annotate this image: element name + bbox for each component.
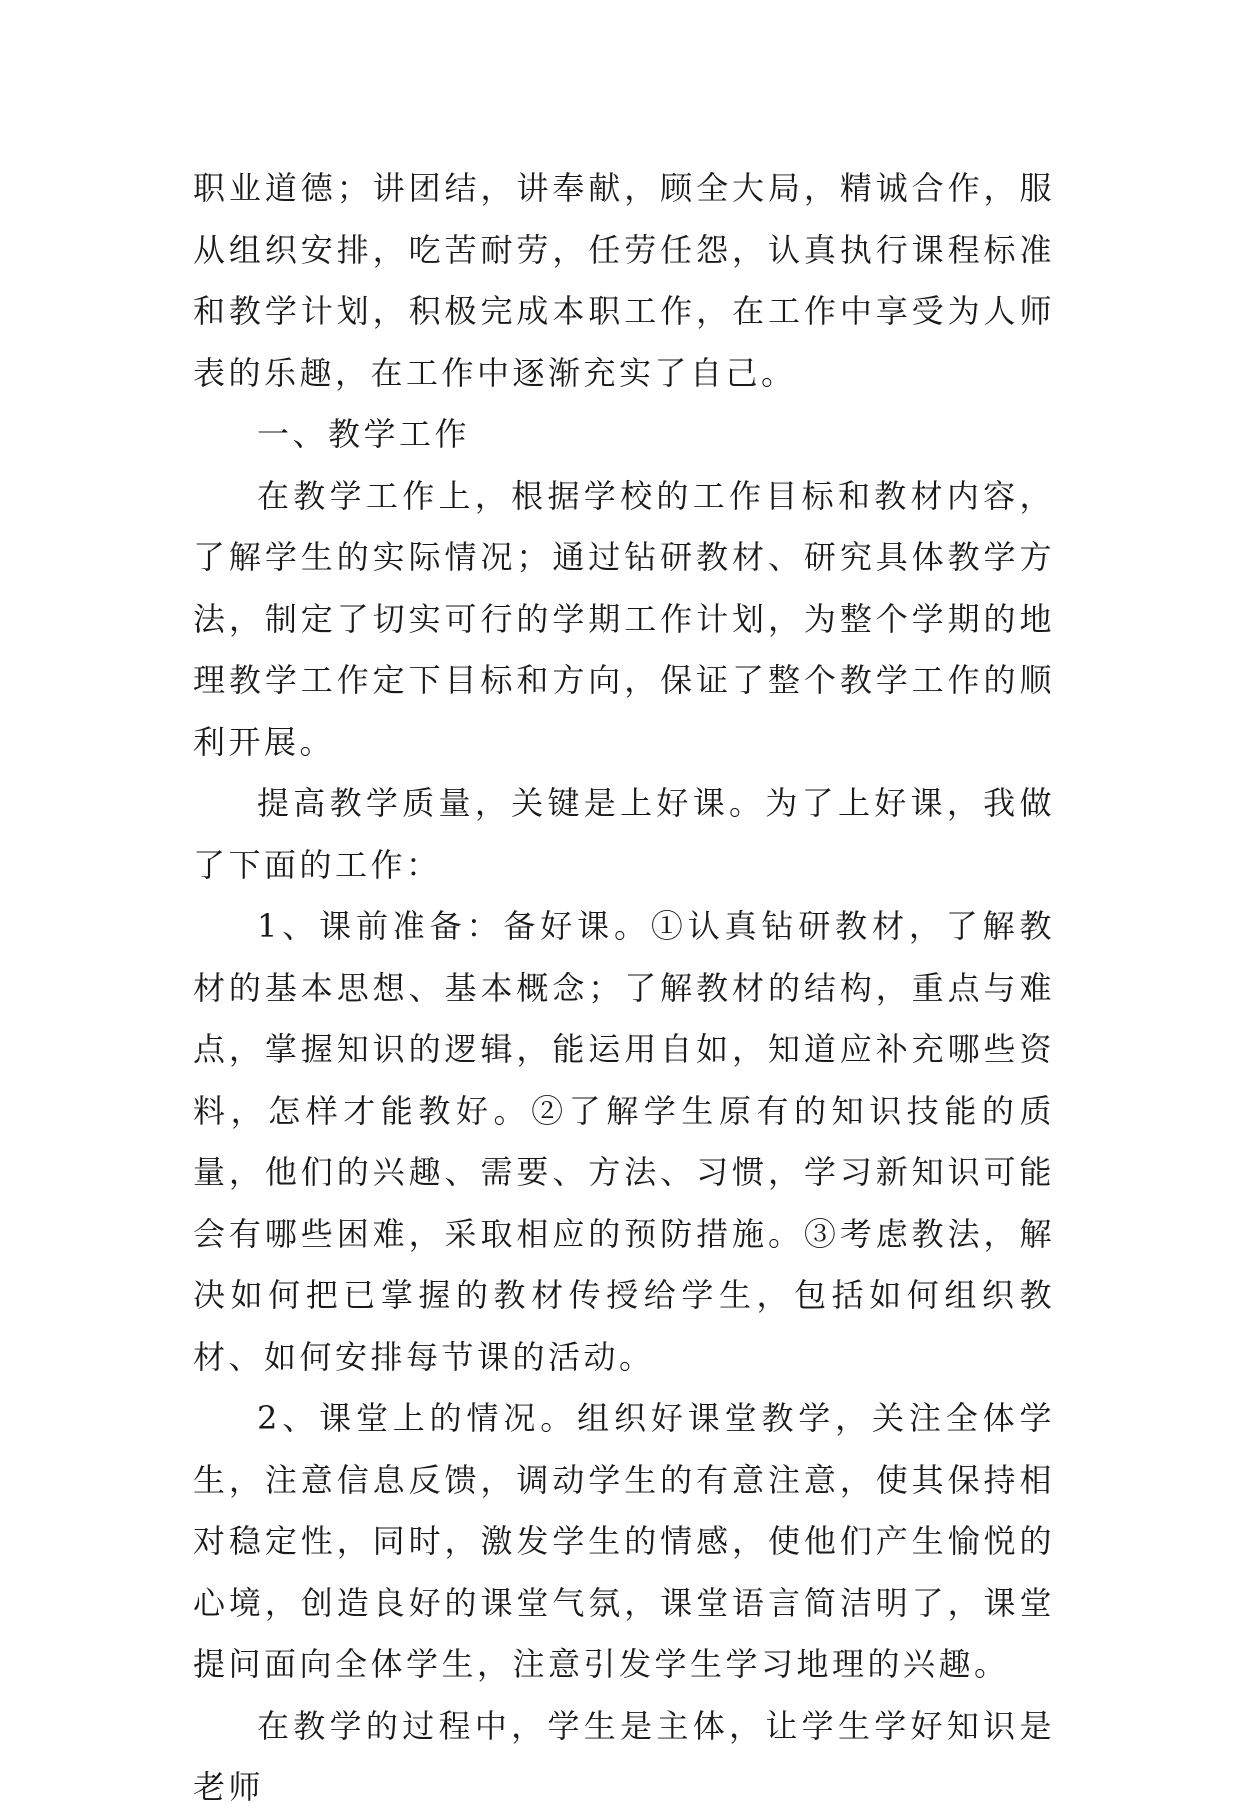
paragraph-ethics-continued: 职业道德；讲团结，讲奉献，顾全大局，精诚合作，服从组织安排，吃苦耐劳，任劳任怨，认真执行课程标准和教学计划，积极完成本职工作，在工作中享受为人师表的乐趣，在工作中逐渐充实了自己。: [193, 169, 1055, 392]
document-body: [193, 158, 1055, 1819]
paragraph-teaching-process: 在教学的过程中，学生是主体，让学生学好知识是老师: [193, 1706, 1055, 1806]
paragraph-teaching-quality: 提高教学质量，关键是上好课。为了上好课，我做了下面的工作：: [193, 784, 1055, 884]
paragraph-teaching-plan: 在教学工作上，根据学校的工作目标和教材内容，了解学生的实际情况；通过钻研教材、研究具体教学方法，制定了切实可行的学期工作计划，为整个学期的地理教学工作定下目标和方向，保证了整个教学工作的顺利开展。: [193, 476, 1055, 761]
paragraph-lesson-preparation: 1、课前准备：备好课。①认真钻研教材，了解教材的基本思想、基本概念；了解教材的结构，重点与难点，掌握知识的逻辑，能运用自如，知道应补充哪些资料，怎样才能教好。②了解学生原有的知识技能的质量，他们的兴趣、需要、方法、习惯，学习新知识可能会有哪些困难，采取相应的预防措施。③考虑教法，解决如何把已掌握的教材传授给学生，包括如何组织教材、如何安排每节课的活动。: [193, 907, 1055, 1376]
paragraph-classroom-situation: 2、课堂上的情况。组织好课堂教学，关注全体学生，注意信息反馈，调动学生的有意注意，使其保持相对稳定性，同时，激发学生的情感，使他们产生愉悦的心境，创造良好的课堂气氛，课堂语言简洁明了，课堂提问面向全体学生，注意引发学生学习地理的兴趣。: [193, 1399, 1055, 1683]
section-heading-teaching-work: 一、教学工作: [257, 415, 471, 453]
